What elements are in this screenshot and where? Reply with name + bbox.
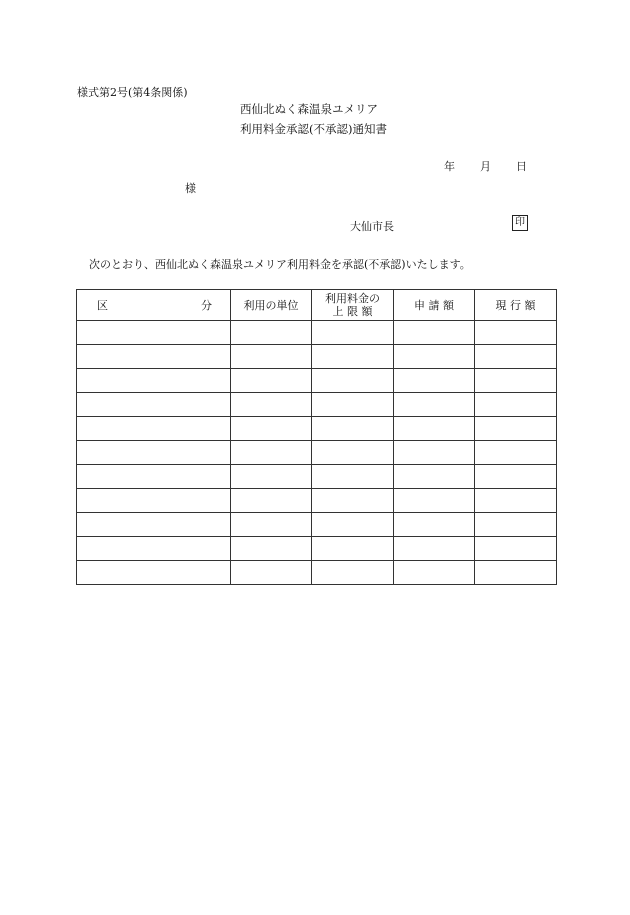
table-cell bbox=[77, 489, 231, 513]
table-cell bbox=[394, 441, 475, 465]
table-cell bbox=[475, 441, 557, 465]
table-cell bbox=[77, 561, 231, 585]
table-cell bbox=[77, 345, 231, 369]
table-cell bbox=[394, 489, 475, 513]
body-text: 次のとおり、西仙北ぬく森温泉ユメリア利用料金を承認(不承認)いたします。 bbox=[89, 258, 471, 271]
table-cell bbox=[77, 441, 231, 465]
table-cell bbox=[394, 393, 475, 417]
table-cell bbox=[77, 417, 231, 441]
table-cell bbox=[231, 537, 312, 561]
table-cell bbox=[231, 513, 312, 537]
table-body bbox=[77, 321, 557, 585]
header-unit: 利用の単位 bbox=[231, 290, 312, 321]
table-cell bbox=[312, 489, 394, 513]
table-cell bbox=[231, 441, 312, 465]
table-cell bbox=[475, 465, 557, 489]
table-cell bbox=[475, 369, 557, 393]
header-limit-line1: 利用料金の bbox=[325, 292, 380, 305]
document-title-line1: 西仙北ぬく森温泉ユメリア bbox=[240, 102, 378, 116]
recipient-suffix: 様 bbox=[185, 182, 196, 195]
table-cell bbox=[231, 561, 312, 585]
table-cell bbox=[475, 321, 557, 345]
table-cell bbox=[475, 537, 557, 561]
table-cell bbox=[231, 393, 312, 417]
table-cell bbox=[312, 369, 394, 393]
table-row bbox=[77, 369, 557, 393]
form-number: 様式第2号(第4条関係) bbox=[77, 86, 188, 99]
date-year-label: 年 bbox=[444, 160, 455, 173]
table-cell bbox=[394, 465, 475, 489]
table-cell bbox=[394, 537, 475, 561]
table-cell bbox=[312, 345, 394, 369]
table-row bbox=[77, 345, 557, 369]
header-limit-line2: 上 限 額 bbox=[332, 305, 373, 318]
table-cell bbox=[231, 489, 312, 513]
header-current: 現 行 額 bbox=[475, 290, 557, 321]
table-cell bbox=[312, 441, 394, 465]
header-requested: 申 請 額 bbox=[394, 290, 475, 321]
table-cell bbox=[394, 417, 475, 441]
date-day-label: 日 bbox=[516, 160, 527, 173]
table-cell bbox=[394, 345, 475, 369]
document-title-line2: 利用料金承認(不承認)通知書 bbox=[240, 122, 387, 136]
table-row bbox=[77, 441, 557, 465]
table-row bbox=[77, 321, 557, 345]
table-row bbox=[77, 513, 557, 537]
header-category bbox=[77, 290, 231, 321]
table-cell bbox=[77, 537, 231, 561]
table-cell bbox=[77, 465, 231, 489]
header-category-right: 分 bbox=[201, 298, 212, 312]
table-cell bbox=[394, 369, 475, 393]
fee-table bbox=[76, 289, 557, 585]
table-cell bbox=[312, 321, 394, 345]
table-row bbox=[77, 417, 557, 441]
table-cell bbox=[475, 513, 557, 537]
table-cell bbox=[475, 345, 557, 369]
table-cell bbox=[312, 393, 394, 417]
table-row bbox=[77, 537, 557, 561]
table-cell bbox=[231, 321, 312, 345]
table-cell bbox=[77, 369, 231, 393]
table-cell bbox=[475, 417, 557, 441]
table-cell bbox=[475, 393, 557, 417]
table-cell bbox=[475, 561, 557, 585]
table-cell bbox=[312, 537, 394, 561]
table-row bbox=[77, 393, 557, 417]
issuer-name: 大仙市長 bbox=[350, 220, 394, 233]
table-cell bbox=[394, 561, 475, 585]
table-cell bbox=[475, 489, 557, 513]
table-cell bbox=[312, 465, 394, 489]
table-row bbox=[77, 561, 557, 585]
table-cell bbox=[77, 393, 231, 417]
header-category-left: 区 bbox=[97, 298, 108, 312]
table-cell bbox=[394, 513, 475, 537]
seal-mark: 印 bbox=[512, 215, 528, 231]
table-cell bbox=[312, 513, 394, 537]
table-cell bbox=[231, 369, 312, 393]
table-row bbox=[77, 465, 557, 489]
table-header-row bbox=[77, 290, 557, 321]
table-cell bbox=[77, 513, 231, 537]
table-row bbox=[77, 489, 557, 513]
table-cell bbox=[231, 345, 312, 369]
table-cell bbox=[231, 417, 312, 441]
header-limit bbox=[312, 290, 394, 321]
table-cell bbox=[312, 561, 394, 585]
table-cell bbox=[77, 321, 231, 345]
date-month-label: 月 bbox=[480, 160, 491, 173]
table-cell bbox=[231, 465, 312, 489]
table-cell bbox=[312, 417, 394, 441]
table-cell bbox=[394, 321, 475, 345]
